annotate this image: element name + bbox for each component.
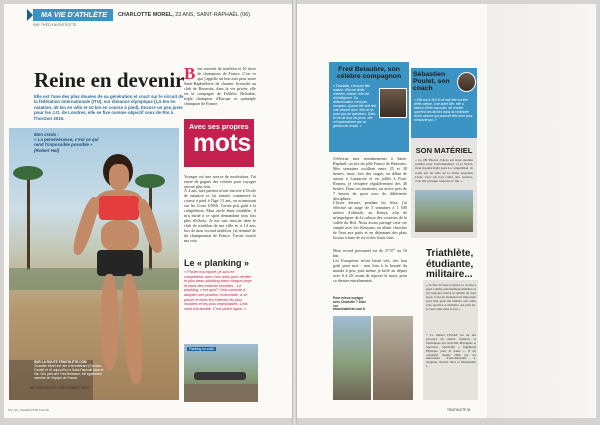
coach-quote: « Elle est à 300 % et sait elle est fine d'elle-même. Une autre fille, elle a besoin d'être rassurée, de recréer souvent ses tâches dans la continuité d'une séance qui pourrait être dure pour n'importe qui. » (414, 98, 473, 122)
planking-heading: Le « planking » (184, 258, 250, 268)
planking-quote: « Poster ma rayure, je suis en compétition avec mes amis pour dérider le plus beau planking dans chaque pays et dans des endroits insolites... Le planking, c'est quoi? Cela consiste à adopter une position horizontale, à se placer le dans les endroits les plus insolites et les plus improbables. Cela vient d'Australie. C'est plutôt rigolo. » (184, 270, 252, 311)
triathlete-heading: Triathlète, étudiante, militaire... (426, 248, 474, 280)
fred-quote: « Charlotte, c'est une fille mature. Elle est drôle, cheerful, mâtine. Elle est d'intelligence. Sa détermination n'est pas trompeur. Quand elle doit finir une séance dure, elle ne se pose pas de questions. Dans le vie de tous les jours, elle m'impressionne par sa gestion du temps. » (333, 84, 377, 128)
mots-banner-big: mots (193, 129, 251, 157)
motivation-paragraph: Voyager est une source de motivation. J'ai envie de gagner des courses pour voyager encore plus loin. (184, 174, 256, 189)
article-lead: Elle est l'une des plus douées de sa génération et court sur le circuit de la fédération internationale (ITU), sur distance olympique (1,5 km en natation, 40 km en vélo et 10 km en course à pied). Encore un peu juste pour les J.O. de Londres, elle se fixe comme objectif ceux de Rio à l'horizon 2016. (34, 94, 184, 121)
history-paragraph: À 4 ans, mes parents m'ont inscrite à l'école de natation et j'ai ensuite commencé la course à pied à l'âge 13 ans, en m'amusant sur les Cross UNSS. J'avais pris goût à la compétition. Mon oncle étant triathlète, il m'a incité à ce sport demandant trois fois plus d'efforts. Je me suis inscrite dans le club de triathlon de ma ville et, à 14 ans, lors de mon second triathlon, j'ai terminé 4e du championnat de France. J'avais trouvé ma voie. (184, 188, 256, 243)
blank-margin (487, 4, 595, 418)
tree-line (9, 268, 179, 290)
article-title: Reine en devenir (34, 68, 185, 92)
planking-photo-tag: Planking au soleil (189, 347, 214, 351)
fred-avatar (379, 88, 407, 118)
coach-heading: Sébastien Poulet, son coach (413, 71, 450, 92)
runner-leg-right (120, 274, 145, 385)
gear-heading: SON MATÉRIEL (415, 146, 473, 155)
caption-title: SUR LA ROUTE TRIATHLETE.COM (34, 360, 87, 364)
coach-box (411, 68, 477, 138)
subject-meta: 23 ANS, SAINT-RAPHAËL (06) (173, 12, 250, 18)
credo-text: « La persévérance, c'est ce qui rend l'impossible possible » (Robert Hal) (34, 137, 99, 153)
intro-dropcap: B (184, 64, 196, 83)
palm-frond (135, 174, 165, 188)
coach-avatar (457, 72, 476, 92)
print-slug-left: MV_AU_CHARLOTTE.indd 46 (8, 408, 49, 412)
record-paragraph: Mon record personnel est de 37'37" au 10 km. (333, 248, 407, 258)
runner-arm-right (135, 197, 166, 255)
training-paragraph: J'effectue mes entraînements à Saint-Raphaël, un site du pôle France de Beauvais. Mes semaines oscillent entre 25 et 30 heures, mais, lors des stages, en début de saison à Lanzarote et en juillet à Font-Romeu, je récupère régulièrement des 40 heures. Dans ces moments, on arrive près de 7 heures de sport avec de différentes disciplines. (333, 156, 407, 201)
fred-box (329, 62, 409, 152)
intro-paragraph (184, 66, 256, 106)
photo-cap-small: Pour mieux voyager avec Charlotte ? Allez sur www.triathlete.com.fr (333, 296, 367, 312)
palm-trunk (27, 175, 30, 270)
runner-face (109, 164, 129, 190)
gear-text: « Le 0B Thorns d'Arsa est mon modèle préféré pour l'entraînement, et le Velox, mon modèle light pour la compétition. Je roule sur un vélo de la firme ressentie Lizar, avec un bon cadre aux normes, c'est sûr presque toujours le fun. » (415, 158, 473, 184)
author-byline: PAR THÉO KNIGHTSOTTE (33, 23, 77, 27)
mots-banner-small: Avec ses propres (189, 122, 249, 131)
fred-heading: Fred Belaubre, son célèbre compagnon (336, 66, 402, 80)
mots-banner (184, 119, 254, 167)
right-page (297, 4, 596, 418)
runner-arm-left (70, 195, 102, 256)
triathlete-text: « Je fais de base toujours la course à pied comme entraînement militaire et j'ai toujours trouvé le rythme de mon sport. C'est un moment très important pour moi pour me réaliser une autre voie sportive et militaire. Au plus tôt, je veux aller dans le fun. » (426, 283, 476, 311)
credo-quote (34, 132, 104, 153)
running-photo (333, 316, 371, 400)
europeans-paragraph: Les Européens m'ont laissé très, très bon goût pour moi : non loin à la beauté du monde à peu, puis même je kiffé au départ avec 6 à 20, avant de reposer la maxi, pour ce dernier entraînement. (333, 258, 407, 283)
rubric-label: MA VIE D'ATHLÈTE (33, 9, 113, 21)
runner-leg-left (101, 274, 118, 370)
planking-ground (184, 384, 258, 402)
subject-name: CHARLOTTE MOREL, (118, 12, 174, 18)
planking-photo (184, 344, 258, 402)
palm-frond (13, 166, 43, 180)
portrait-photo (373, 316, 413, 400)
left-page (4, 4, 292, 418)
planking-figure (194, 372, 246, 380)
caption-text: Charlotte Morel est née à Montbéliard (Franche-Comté) et vit aujourd'hui à Saint-Raphaël dans le Var. Son petit ami Fred Belaubre, est également membre de l'équipe de France. (34, 364, 104, 380)
credo-label: Mon credo : (34, 132, 59, 137)
gear-photo (415, 190, 473, 232)
runner-shorts (97, 250, 143, 276)
page-footer-left: 50 TRIATHLETE / DÉCEMBRE 2013 (30, 386, 89, 390)
page-footer-right: TRIATHLETE 51 (447, 408, 471, 412)
kenya-paragraph: L'hiver dernier, pendant les fêtes, j'ai effectué un stage de 3 semaines à 1 500 mètres d'altitude, au Kenya, afin de m'imprégner de la culture des coureurs de la vallée du Rift. Nous avons partagé cette vie simple avec les Kenyans, en allant chercher de l'eau aux puits et en déjeunant des plats locaux à base de riz et des fruits frais. (333, 200, 407, 240)
photo-caption (34, 360, 108, 380)
intro-text: ien souvent de triathlon et 10 titres de champions de France. C'est ce que j'appelle un bon mix pour notre Saint-Raphaëloise de charme, licenciée au club de Beauvais, dans la vie privée, elle est la compagne de Frédéric Belaubre, triple champion d'Europe et quintuple champion de France. (184, 66, 256, 106)
triathlete-note: * Le Master FISSAP est un des parcours du master Sciences et Techniques des Activités Physiques et Sportives. Spécialité « Ingénierie Physique pour la Santé ». Il est considéré depuis 2006 par les universités d'Aix-Marseille 2, Avignon, Toulon, Nice et Montpellier 1. (426, 333, 476, 369)
runner-torso (101, 220, 139, 252)
runner-top (99, 196, 139, 220)
subject-line (118, 12, 250, 18)
